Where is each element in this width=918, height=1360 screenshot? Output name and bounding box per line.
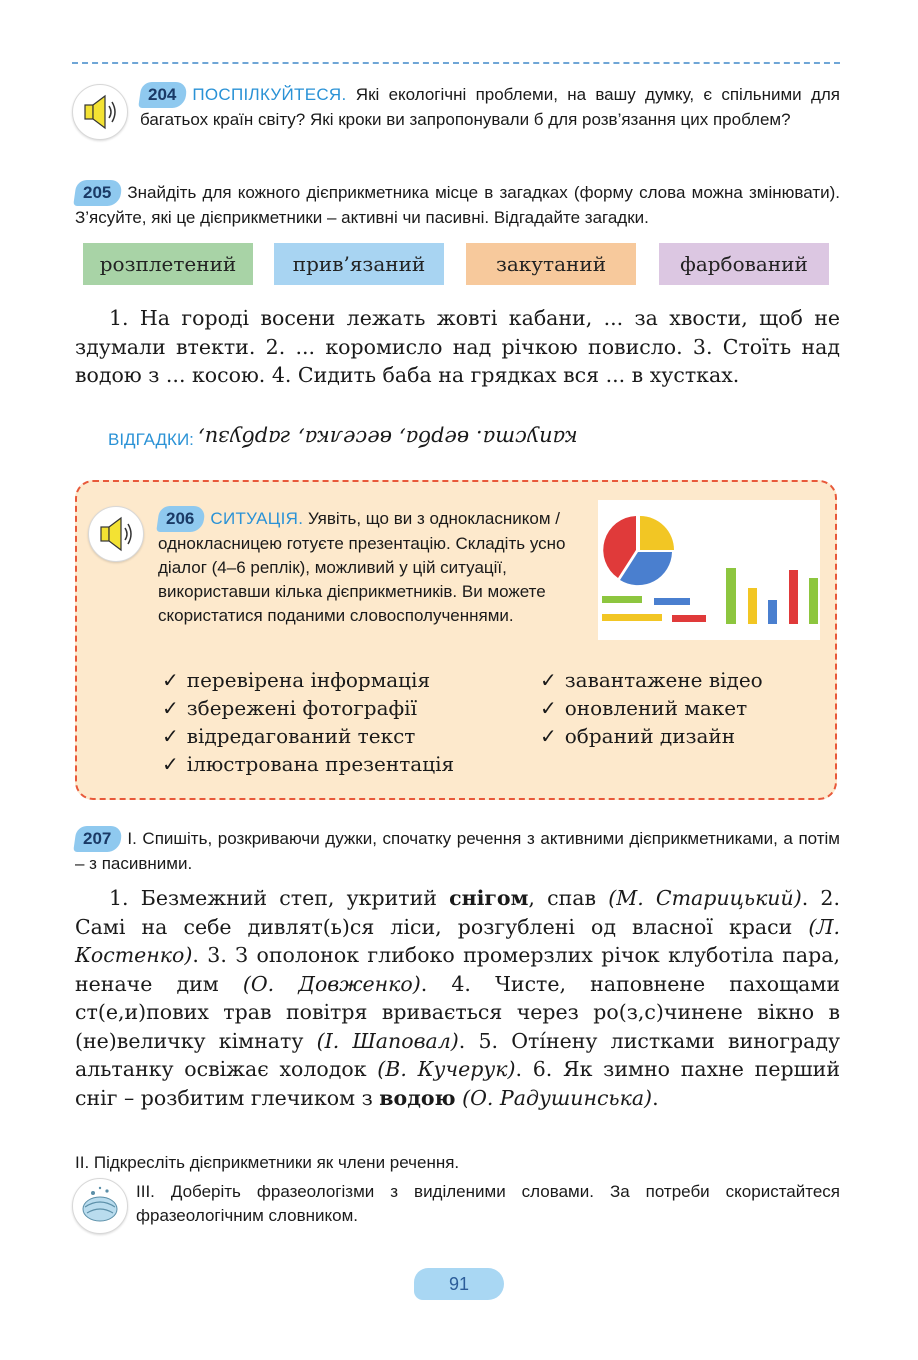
check-icon: ✓ — [540, 724, 557, 748]
page-number: 91 — [414, 1268, 504, 1300]
word-box: закутаний — [466, 243, 636, 285]
top-dashed-divider — [72, 62, 840, 64]
check-icon: ✓ — [162, 668, 179, 692]
highlighted-word: снігом — [449, 886, 529, 910]
task-2: ІІ. Підкресліть дієприкметники як члени речення. — [75, 1153, 460, 1172]
sentences-text: 1. Безмежний степ, укритий снігом, спав (М. Старицький). 2. Самі на себе дивлят(ь)ся ліси, розгублені од власної краси (Л. Костенко). 3. З ополонок глибоко промерзлих річок клуботіла пара, неначе дим (О. Довженко). 4. Чисте, наповнене пахощами ст(е,и)пових трав повітря вривається через ро(з,с)чинене вікно в (не)величку кімнату (І. Шаповал). 5. Оті́нену листками винограду альтанку освіжає холодок (В. Кучерук). 6. Як зимно пахне перший сніг – розбитим глечиком з водою (О. Радушинська). — [75, 886, 841, 1110]
chart-bar — [748, 588, 757, 624]
author-citation: (М. Старицький) — [608, 886, 802, 910]
author-citation: (Л. Костенко) — [75, 914, 840, 967]
chart-bar — [768, 600, 777, 624]
chart-bar — [809, 578, 818, 624]
exercise-number-badge: 207 — [73, 826, 123, 852]
legend-bar — [602, 596, 642, 603]
answer-upside-down: гарбузи, — [198, 426, 292, 450]
exercise-text: І. Спишіть, розкриваючи дужки, спочатку речення з активними дієприкметниками, а потім – з пасивними. — [75, 829, 840, 873]
highlighted-word: водою — [379, 1085, 456, 1110]
exercise-heading: СИТУАЦІЯ. — [210, 509, 304, 528]
word-box: прив’язаний — [274, 243, 444, 285]
exercise-number-badge: 205 — [73, 180, 123, 206]
legend-bar — [602, 614, 662, 621]
check-icon: ✓ — [162, 696, 179, 720]
answer-upside-down: веселка, — [298, 426, 393, 450]
presentation-chart-illustration — [598, 500, 820, 640]
phrase-item: ✓ ілюстрована презентація — [162, 752, 455, 776]
author-citation: (О. Радушинська) — [462, 1085, 653, 1110]
phrase-item: ✓ перевірена інформація — [162, 668, 431, 692]
chart-bar — [726, 568, 736, 624]
check-icon: ✓ — [162, 752, 179, 776]
answer-upside-down: капуста. — [475, 426, 578, 450]
author-citation: (В. Кучерук) — [377, 1057, 516, 1081]
exercise-207 — [75, 826, 840, 876]
riddles-text: 1. На городі восени лежать жовті кабани, ... за хвости, щоб не здумали втекти. 2. ... коромисло над річкою повисло. 3. Стоїть над водою з ... косою. 4. Сидить баба на грядках вся ... в хустках. — [75, 306, 840, 387]
phrases-right-column — [540, 666, 763, 750]
chart-bar — [789, 570, 798, 624]
word-box: фарбований — [659, 243, 829, 285]
exercise-text: Уявіть, що ви з однокласником / однокласницею готуєте презентацію. Складіть усно діалог (4–6 реплік), можливий у цій ситуації, використавши кілька дієприкметників. Ви можете скористатися поданими словосполученнями. — [158, 509, 566, 625]
phrase-item: ✓ відредагований текст — [162, 724, 416, 748]
exercise-number-badge: 206 — [156, 506, 206, 532]
check-icon: ✓ — [540, 668, 557, 692]
legend-bar — [672, 615, 706, 622]
exercise-text: Знайдіть для кожного дієприкметника місце в загадках (форму слова можна змінювати). З’ясуйте, які це дієприкметники – активні чи пасивні. Відгадайте загадки. — [75, 183, 840, 227]
phrase-item: ✓ обраний дизайн — [540, 724, 736, 748]
speaker-icon — [72, 84, 128, 140]
phrase-item: ✓ збережені фотографії — [162, 696, 417, 720]
phrase-item: ✓ завантажене відео — [540, 668, 763, 692]
check-icon: ✓ — [162, 724, 179, 748]
author-citation: (І. Шаповал) — [316, 1028, 459, 1053]
answer-upside-down: верба, — [398, 426, 470, 450]
answers-label: ВІДГАДКИ: — [108, 430, 194, 449]
author-citation: (О. Довженко) — [242, 971, 421, 996]
exercise-204 — [140, 82, 840, 132]
word-box: розплетений — [83, 243, 253, 285]
task-3: ІІІ. Доберіть фразеологізми з виділеними словами. За потреби скористайтеся фразеологічним словником. — [136, 1182, 840, 1225]
exercise-206 — [158, 506, 578, 628]
answers-line — [108, 426, 577, 450]
check-icon: ✓ — [540, 696, 557, 720]
exercise-205 — [75, 180, 840, 230]
legend-bar — [654, 598, 690, 605]
speaker-icon — [88, 506, 144, 562]
phrase-item: ✓ оновлений макет — [540, 696, 748, 720]
phrases-left-column — [162, 666, 454, 778]
dictionary-icon — [72, 1178, 128, 1234]
pie-slice-yellow — [640, 516, 674, 550]
exercise-number-badge: 204 — [138, 82, 188, 108]
exercise-heading: ПОСПІЛКУЙТЕСЯ. — [192, 85, 347, 104]
exercise-text: Які екологічні проблеми, на вашу думку, є спільними для багатьох країн світу? Які кроки ви запропонували б для розв’язання цих проблем? — [140, 85, 840, 129]
